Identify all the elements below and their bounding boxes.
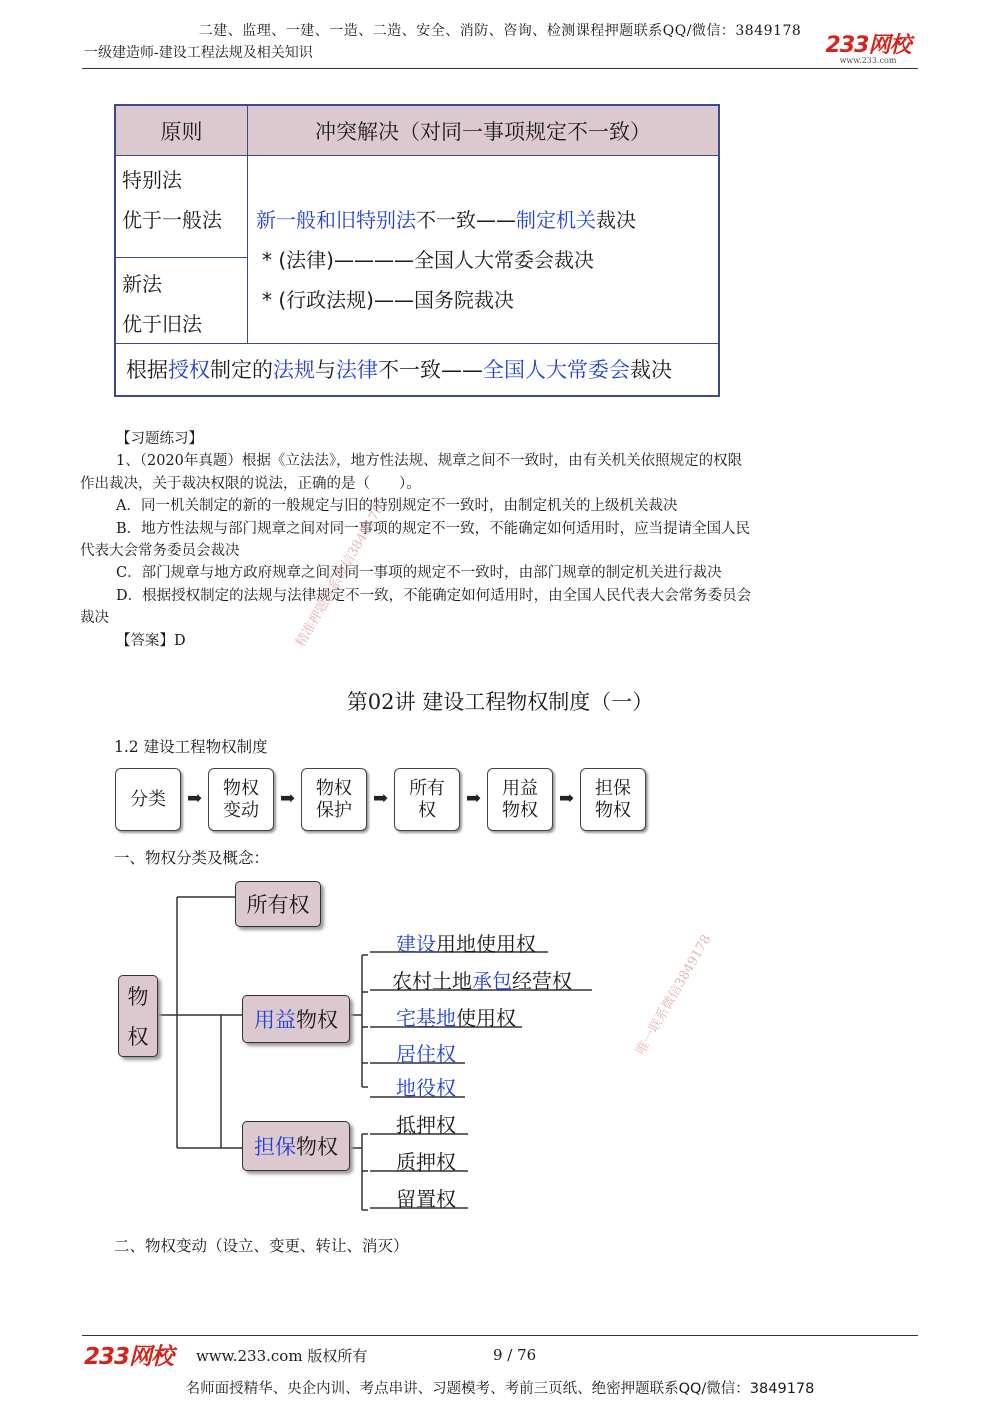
rule-law: * (法律)————全国人大常委会裁决 <box>262 248 594 272</box>
mindmap-leaf-mortgage: 抵押权 <box>396 1113 456 1137</box>
flow-step-classification: 分类 <box>115 768 181 831</box>
mindmap-leaf-easement: 地役权 <box>396 1076 456 1100</box>
section-1-2-title: 1.2 建设工程物权制度 <box>114 738 268 756</box>
header-subtitle: 一级建造师-建设工程法规及相关知识 <box>84 45 313 61</box>
footer-logo: 233网校 <box>84 1344 174 1370</box>
answer: 【答案】D <box>116 632 186 649</box>
mindmap-leaf-pledge: 质押权 <box>396 1150 456 1174</box>
footer-site: www.233.com 版权所有 <box>196 1347 368 1365</box>
flow-step-ownership: 所有 权 <box>394 768 460 831</box>
watermark-text: 唯一联系微信3849178 <box>633 932 715 1058</box>
question-text-1: 1、（2020年真题）根据《立法法》，地方性法规、规章之间不一致时，由有关机关依照规定的权限 <box>116 453 743 470</box>
mindmap-usufruct: 用益 物权 <box>242 995 350 1043</box>
option-d-1: D．根据授权制定的法规与法律规定不一致，不能确定如何适用时，由全国人民代表大会常务委员会 <box>116 587 752 604</box>
table-row-special-law: 特别法 优于一般法 <box>116 156 248 258</box>
option-c: C．部门规章与地方政府规章之间对同一事项的规定不一致时，由部门规章的制定机关进行裁决 <box>116 565 722 582</box>
flow-arrow-icon: ➡ <box>373 788 389 809</box>
section-two-title: 二、物权变动（设立、变更、转让、消灭） <box>114 1237 409 1255</box>
mindmap-leaf-lien: 留置权 <box>396 1187 456 1211</box>
rule-admin-regulation: * (行政法规)——国务院裁决 <box>262 288 514 312</box>
mindmap-leaf-rural-land: 农村土地承包经营权 <box>392 969 572 993</box>
mindmap-root: 物 权 <box>118 975 158 1057</box>
footer-divider <box>82 1335 918 1336</box>
footer-promo-line: 名师面授精华、央企内训、考点串讲、习题模考、考前三页纸、绝密押题联系QQ/微信：3849178 <box>185 1381 815 1397</box>
table-bottom-row: 根据 授权 制定的 法规 与 法律 不一致—— 全国人大常委会 裁决 <box>126 357 672 382</box>
lecture-title: 第02讲 建设工程物权制度（一） <box>346 690 654 714</box>
page-number: 9 / 76 <box>493 1346 537 1364</box>
option-a: A．同一机关制定的新的一般规定与旧的特别规定不一致时，由制定机关的上级机关裁决 <box>116 498 678 515</box>
question-text-2: 作出裁决，关于裁决权限的说法，正确的是（ ）。 <box>80 475 421 492</box>
mindmap-ownership: 所有权 <box>235 881 321 927</box>
flow-arrow-icon: ➡ <box>466 788 482 809</box>
mindmap-security: 担保 物权 <box>242 1121 350 1171</box>
header-promo-line: 二建、监理、一建、一造、二造、安全、消防、咨询、检测课程押题联系QQ/微信：3849178 <box>198 23 802 39</box>
exercise-heading: 【习题练习】 <box>116 431 203 447</box>
table-header-conflict: 冲突解决（对同一事项规定不一致） <box>248 106 718 156</box>
flow-step-protection: 物权 保护 <box>301 768 367 831</box>
flow-step-change: 物权 变动 <box>208 768 274 831</box>
table-header-principle: 原则 <box>116 106 248 156</box>
flow-step-security: 担保 物权 <box>580 768 646 831</box>
option-b-1: B．地方性法规与部门规章之间对同一事项的规定不一致，不能确定如何适用时，应当提请全国人民 <box>116 520 751 537</box>
header-logo: 233网校 www.233.com <box>825 33 911 65</box>
mindmap-leaf-residence: 居住权 <box>396 1042 456 1066</box>
watermark-text: 精准押题联系微信3849178 <box>293 501 388 650</box>
rule-general-vs-special: 新一般和旧特别法不一致——制定机关裁决 <box>256 208 636 232</box>
option-d-2: 裁决 <box>80 610 109 627</box>
flow-arrow-icon: ➡ <box>187 788 203 809</box>
option-b-2: 代表大会常务委员会裁决 <box>80 543 240 560</box>
flow-arrow-icon: ➡ <box>559 788 575 809</box>
flow-step-usufruct: 用益 物权 <box>487 768 553 831</box>
section-one-title: 一、物权分类及概念： <box>114 849 270 867</box>
flow-arrow-icon: ➡ <box>280 788 296 809</box>
mindmap-leaf-construction-land: 建设用地使用权 <box>396 932 536 956</box>
table-row-new-law: 新法 优于旧法 <box>116 258 248 344</box>
mindmap-leaf-homestead: 宅基地使用权 <box>396 1006 516 1030</box>
